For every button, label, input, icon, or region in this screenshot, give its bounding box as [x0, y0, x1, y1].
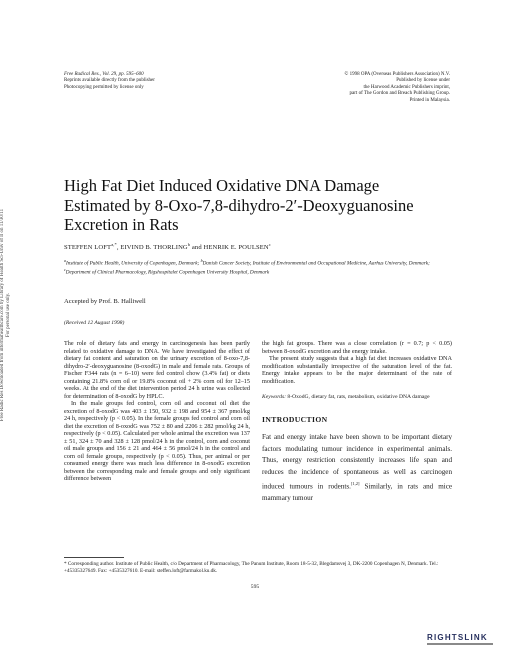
author-3-mark: c [268, 242, 271, 247]
abstract-paragraph-3: the high fat groups. There was a close correlation (r = 0.7; p < 0.05) between 8-oxodG excretion and the energy intake. [262, 340, 452, 355]
author-2-mark: b [187, 242, 191, 247]
keywords-label: Keywords: [262, 394, 287, 400]
license-line: Published by license under [396, 78, 450, 84]
abstract-left-column [64, 340, 250, 483]
author-1-mark: a,* [111, 242, 117, 247]
keywords [262, 394, 452, 401]
title-line-3: Excretion in Rats [64, 215, 179, 234]
journal-header-left [64, 72, 264, 91]
rightslink-wordmark: RIGHTSLINK [427, 633, 488, 642]
watermark-line-2: For personal use only. [6, 292, 11, 338]
abstract-paragraph-1: The role of dietary fats and energy in carcinogenesis has been partly related to oxidative damage to DNA. We have investigated the effect of dietary fat content and saturation on the urinary excretion of 8-oxo-7,8-dihydro-2′-deoxyguanosine (8-oxodG) in male and female rats. Groups of Fischer F344 rats (n = 6–10) were fed control chow (3.4% fat) or diets containing 21.8% corn oil or 19.8% coconut oil + 2% corn oil for 12–15 weeks. At the end of the diet intervention period 24 h urine was collected for determination of 8-oxodG by HPLC. [64, 340, 250, 400]
affil-mark-b: b [200, 258, 203, 263]
footnote-divider [64, 557, 124, 558]
accepted-by: Accepted by Prof. B. Halliwell [64, 298, 146, 305]
section-heading-introduction: INTRODUCTION [262, 414, 328, 424]
affiliations [64, 258, 454, 277]
logo-underline [427, 643, 493, 645]
author-list [64, 242, 271, 251]
abstract-paragraph-2: In the male groups fed control, corn oil and coconut oil diet the excretion of 8-oxodG was 403 ± 150, 932 ± 198 and 954 ± 367 pmol/kg 24 h, respectively (p < 0.05). In the female groups fed control and corn oil diet the excretion of 8-oxodG was 752 ± 80 and 2206 ± 282 pmol/kg 24 h, respectively (p < 0.05). Calculated per whole animal the excretion was 137 ± 51, 324 ± 70 and 328 ± 128 pmol/24 h in the control, corn and coconut oil male groups and 156 ± 21 and 464 ± 56 pmol/24 h in the control and corn oil female groups, respectively (p < 0.05). Thus, per animal or per consumed energy there was much less difference in 8-oxodG excretion between the corresponding male and female groups and only significant difference between [64, 400, 250, 482]
copyright-line: © 1998 OPA (Overseas Publishers Association) N.V. [344, 72, 450, 77]
group-line: part of The Gordon and Breach Publishing Group. [349, 91, 450, 97]
abstract-paragraph-4: The present study suggests that a high fat diet increases oxidative DNA modification substantially irrespective of the saturation level of the fat. Energy intake appears to be the major determinant of the rate of modification. [262, 355, 452, 385]
article-title [64, 176, 454, 235]
received-date: (Received 12 August 1998) [64, 320, 125, 326]
affil-mark-c: c [64, 267, 66, 273]
watermark-line-1: Free Radic Res Downloaded from informahealthcare.com by Library of Health Sci-Univ of Il on 11/30/11 [0, 208, 5, 422]
printed-line: Printed in Malaysia. [409, 97, 450, 103]
publisher-header-right [290, 72, 450, 104]
reprints-note: Reprints available directly from the publisher [64, 78, 155, 84]
journal-citation: Free Radical Res., Vol. 29, pp. 595–600 [64, 72, 144, 77]
affil-mark-a: a [64, 258, 66, 263]
download-watermark [0, 150, 12, 480]
keywords-text: 8-OxodG, dietary fat, rats, metabolism, oxidative DNA damage [286, 394, 430, 400]
author-2: , EIVIND B. THORLING [116, 244, 188, 252]
author-1: STEFFEN LOFT [64, 244, 112, 252]
page-number: 595 [250, 584, 260, 590]
intro-citation: [1,2] [350, 481, 360, 487]
corresponding-author-footnote: * Corresponding author. Institute of Public Health, c/o Department of Pharmacology, The Panum Institute, Room 18-5-32, Blegdamsvej 3, DK-2200 Copenhagen N, Denmark. Tel.: +45335327649. Fax: +45353276​10. E-mail: steffen.loft@farmakol.ku.dk. [64, 561, 439, 574]
intro-body: Fat and energy intake have been shown to be important dietary factors modulating tumour incidence in experimental animals. Thus, energy restriction consistently increases life span and reduces the incidence of spontaneous as well as carcinogen induced tumours in rodents. [262, 433, 452, 491]
photocopy-note: Photocopying permitted by license only [64, 84, 144, 90]
affil-b: Danish Cancer Society, Institute of Environmental and Occupational Medicine, Aarhus University, Denmark; [202, 260, 430, 267]
intro-body-continued: Similarly, in rats and mice mammary tumour [262, 482, 453, 502]
introduction-text [262, 432, 452, 504]
author-3: and HENRIK E. POULSEN [190, 244, 269, 252]
abstract-right-column [262, 340, 452, 504]
rightslink-logo [427, 633, 493, 647]
affil-a: Institute of Public Health, University of Copenhagen, Denmark; [66, 260, 201, 267]
title-line-1: High Fat Diet Induced Oxidative DNA Damage [64, 176, 380, 195]
title-line-2: Estimated by 8-Oxo-7,8-dihydro-2′-Deoxyguanosine [64, 195, 414, 215]
imprint-line: the Harwood Academic Publishers imprint, [363, 84, 450, 90]
affil-c: Department of Clinical Pharmacology, Rigshospitalet Copenhagen University Hospital, Denmark [65, 270, 270, 277]
